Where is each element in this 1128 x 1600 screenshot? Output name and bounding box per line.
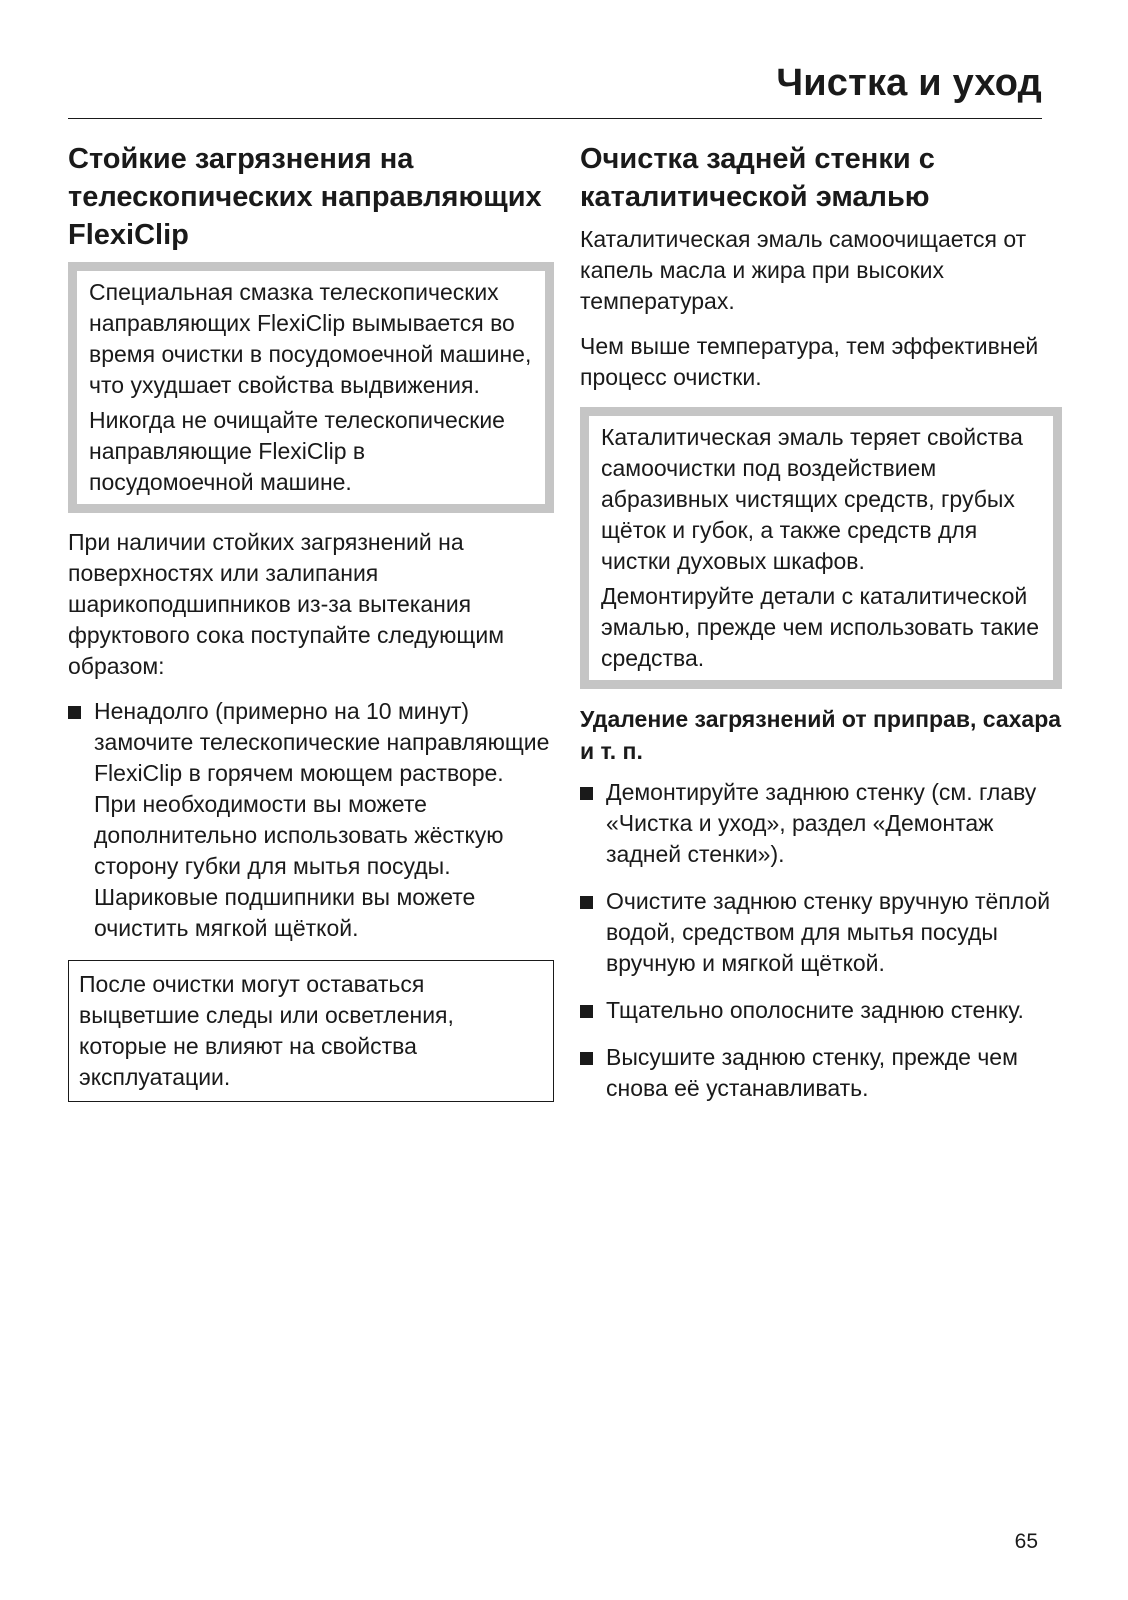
list-item-text: Демонтируйте заднюю стенку (см. главу «Чистка и уход», раздел «Демонтаж задней стенки»). xyxy=(606,779,1037,867)
list-item-text: Высушите заднюю стенку, прежде чем снова её устанавливать. xyxy=(606,1044,1018,1101)
warning-text: Никогда не очищайте телескопические направляющие FlexiClip в посудомоечной машине. xyxy=(89,407,505,495)
square-bullet-icon xyxy=(580,896,593,909)
list-item xyxy=(580,1042,1062,1104)
instruction-list xyxy=(68,696,554,944)
list-item xyxy=(580,777,1062,870)
paragraph: Каталитическая эмаль самоочищается от капель масла и жира при высоких температурах. xyxy=(580,226,1027,314)
right-column xyxy=(580,140,1062,1120)
list-item xyxy=(68,696,554,944)
title-divider xyxy=(68,118,1042,119)
note-box xyxy=(68,960,554,1102)
left-column xyxy=(68,140,554,1102)
intro-paragraph: При наличии стойких загрязнений на поверхностях или залипания шарикоподшипников из-за вытекания фруктового сока поступайте следующим образом: xyxy=(68,529,505,679)
instruction-list xyxy=(580,777,1062,1104)
square-bullet-icon xyxy=(580,787,593,800)
square-bullet-icon xyxy=(580,1005,593,1018)
list-item-extra-text: При необходимости вы можете дополнительно использовать жёсткую сторону губки для мытья посуды. Шариковые подшипники вы можете очистить мягкой щёткой. xyxy=(94,791,504,941)
warning-box-flexiclip xyxy=(68,262,554,513)
list-item-text: Ненадолго (примерно на 10 минут) замочите телескопические направляющие FlexiClip в горячем моющем растворе. xyxy=(94,698,550,786)
list-item-text: Очистите заднюю стенку вручную тёплой водой, средством для мытья посуды вручную и мягкой щёткой. xyxy=(606,888,1051,976)
section-heading-flexiclip: Стойкие загрязнения на телескопических направляющих FlexiClip xyxy=(68,143,542,251)
warning-text: Демонтируйте детали с каталитической эмалью, прежде чем использовать такие средства. xyxy=(601,583,1040,671)
list-item xyxy=(580,886,1062,979)
square-bullet-icon xyxy=(580,1052,593,1065)
paragraph: Чем выше температура, тем эффективней процесс очистки. xyxy=(580,333,1039,390)
warning-text: Специальная смазка телескопических направляющих FlexiClip вымывается во время очистки в посудомоечной машине, что ухудшает свойства выдвижения. xyxy=(89,279,532,398)
warning-text: Каталитическая эмаль теряет свойства самоочистки под воздействием абразивных чистящих средств, грубых щёток и губок, а также средств для чистки духовых шкафов. xyxy=(601,424,1023,574)
list-item-text: Тщательно ополосните заднюю стенку. xyxy=(606,997,1024,1023)
page-number: 65 xyxy=(1014,1530,1038,1553)
warning-box-catalytic xyxy=(580,407,1062,689)
subheading: Удаление загрязнений от приправ, сахара и т. п. xyxy=(580,706,1062,764)
page-title: Чистка и уход xyxy=(776,62,1042,104)
section-heading-catalytic: Очистка задней стенки с каталитической эмалью xyxy=(580,143,935,213)
list-item xyxy=(580,995,1062,1026)
square-bullet-icon xyxy=(68,706,81,719)
note-text: После очистки могут оставаться выцветшие следы или осветления, которые не влияют на свойства эксплуатации. xyxy=(79,971,454,1090)
